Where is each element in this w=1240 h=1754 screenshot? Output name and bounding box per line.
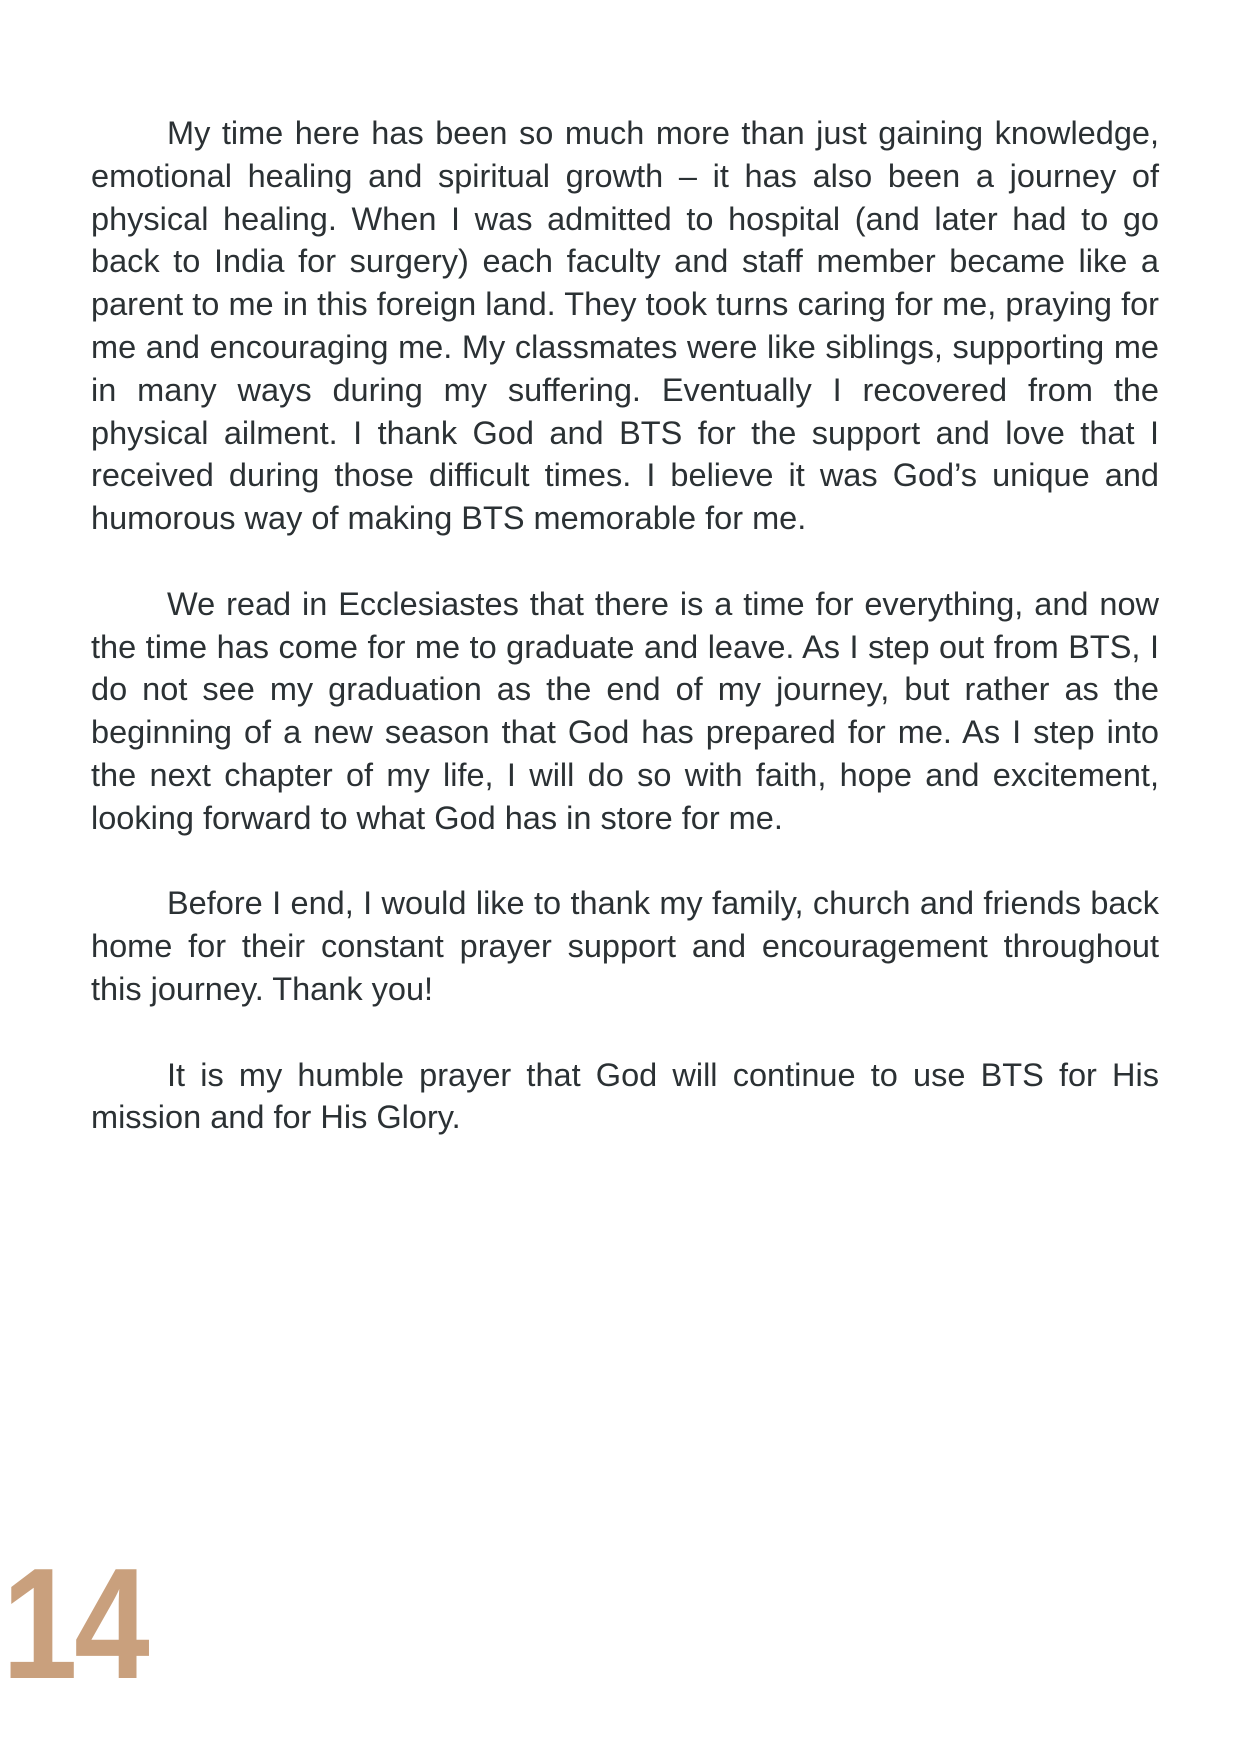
page-body: [91, 112, 1159, 1182]
paragraph-physical-healing: My time here has been so much more than just gaining knowledge, emotional healing and spiritual growth – it has also been a journey of physical healing. When I was admitted to hospital (and later had to go back to India for surgery) each faculty and staff member became like a parent to me in this foreign land. They took turns caring for me, praying for me and encouraging me. My classmates were like siblings, supporting me in many ways during my suffering. Eventually I recovered from the physical ailment. I thank God and BTS for the support and love that I received during those difficult times. I believe it was God’s unique and humorous way of making BTS memorable for me.: [91, 115, 1159, 537]
paragraph-thanks: Before I end, I would like to thank my family, church and friends back home for their constant prayer support and encouragement throughout this journey. Thank you!: [91, 885, 1159, 1007]
page-number: 14: [2, 1536, 147, 1712]
paragraph-closing-prayer: It is my humble prayer that God will continue to use BTS for His mission and for His Glory.: [91, 1056, 1159, 1136]
paragraph-graduation: We read in Ecclesiastes that there is a time for everything, and now the time has come for me to graduate and leave. As I step out from BTS, I do not see my graduation as the end of my journey, but rather as the beginning of a new season that God has prepared for me. As I step into the next chapter of my life, I will do so with faith, hope and excitement, looking forward to what God has in store for me.: [91, 585, 1159, 836]
